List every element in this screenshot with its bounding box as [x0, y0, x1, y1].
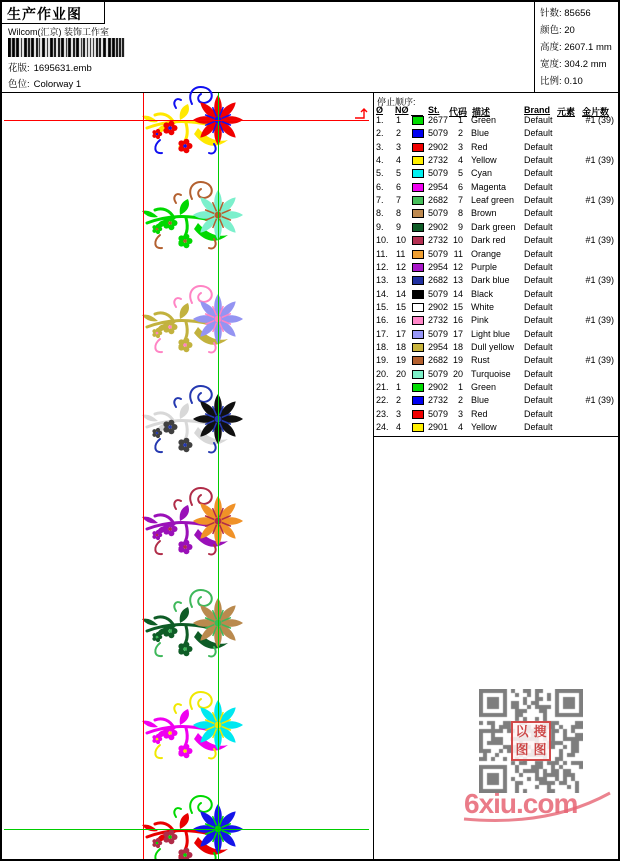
- needle-number: 4: [396, 422, 402, 433]
- color-code: 5: [457, 168, 463, 179]
- stop-number: 24.: [376, 422, 389, 433]
- color-description: Magenta: [471, 181, 507, 192]
- needle-number: 14: [396, 288, 407, 299]
- thread-brand: Default: [524, 195, 553, 206]
- table-row: [373, 288, 620, 301]
- color-code: 4: [457, 422, 463, 433]
- thread-brand: Default: [524, 141, 553, 152]
- color-description: Black: [471, 288, 494, 299]
- stitch-count: 2954: [428, 261, 449, 272]
- color-code: 1: [457, 115, 463, 125]
- table-row: [373, 167, 620, 180]
- color-swatch: [412, 129, 424, 138]
- stitch-count: 5079: [428, 368, 449, 379]
- sequin-count: #1 (39): [585, 235, 614, 246]
- embroidery-motif: [140, 177, 248, 255]
- color-description: Green: [471, 115, 497, 125]
- color-description: Light blue: [471, 328, 511, 339]
- thread-brand: Default: [524, 275, 553, 286]
- stop-number: 2.: [376, 128, 384, 139]
- thread-brand: Default: [524, 208, 553, 219]
- needle-number: 16: [396, 315, 407, 326]
- embroidery-motif: [140, 381, 248, 459]
- stat-line: 高度: 2607.1 mm: [540, 42, 612, 53]
- color-description: Rust: [471, 355, 490, 366]
- needle-number: 5: [396, 168, 402, 179]
- seal-character: 以: [515, 724, 529, 739]
- needle-number: 1: [396, 382, 402, 392]
- color-swatch: [412, 330, 424, 339]
- color-description: Yellow: [471, 155, 497, 166]
- stitch-count: 2954: [428, 341, 449, 352]
- sequin-count: #1 (39): [585, 315, 614, 326]
- table-row: [373, 421, 620, 434]
- stitch-count: 5079: [428, 168, 449, 179]
- color-swatch: [412, 183, 424, 192]
- color-description: Blue: [471, 395, 490, 406]
- color-code: 3: [457, 408, 463, 419]
- stop-sequence-title: 停止顺序:: [377, 97, 416, 107]
- seal-character: 图: [515, 742, 529, 757]
- sequin-count: #1 (39): [585, 155, 614, 166]
- stitch-count: 5079: [428, 128, 449, 139]
- color-swatch: [412, 250, 424, 259]
- thread-brand: Default: [524, 288, 553, 299]
- thread-brand: Default: [524, 382, 553, 392]
- colorway: [8, 76, 81, 90]
- color-swatch: [412, 236, 424, 245]
- color-swatch: [412, 316, 424, 325]
- seal-character: 图: [533, 742, 547, 757]
- design-stats: [540, 5, 612, 90]
- stat-line: 比例: 0.10: [540, 76, 583, 87]
- needle-number: 8: [396, 208, 402, 219]
- color-description: Leaf green: [471, 195, 515, 206]
- embroidery-motif: [140, 281, 248, 359]
- color-description: White: [471, 301, 495, 312]
- color-code: 17: [452, 328, 463, 339]
- needle-number: 4: [396, 155, 402, 166]
- column-header: St.: [428, 105, 440, 115]
- stitch-count: 5079: [428, 248, 449, 259]
- color-description: Dark blue: [471, 275, 510, 286]
- color-description: Brown: [471, 208, 497, 219]
- thread-brand: Default: [524, 181, 553, 192]
- stop-number: 6.: [376, 181, 384, 192]
- table-row: [373, 114, 620, 127]
- pattern-label: 花版:: [8, 63, 30, 74]
- header-separator: [2, 92, 618, 93]
- stitch-count: 2732: [428, 315, 449, 326]
- needle-number: 1: [396, 115, 402, 125]
- color-description: Blue: [471, 128, 490, 139]
- color-swatch: [412, 209, 424, 218]
- thread-brand: Default: [524, 355, 553, 366]
- stitch-count: 2902: [428, 221, 449, 232]
- needle-number: 18: [396, 341, 407, 352]
- table-row: [373, 301, 620, 314]
- start-guide-vertical: [143, 93, 144, 861]
- table-row: [373, 328, 620, 341]
- color-code: 20: [452, 368, 463, 379]
- column-header: 代码: [449, 107, 468, 117]
- column-header: 金片数: [582, 107, 610, 117]
- stop-number: 22.: [376, 395, 389, 406]
- color-code: 2: [457, 395, 463, 406]
- color-description: Green: [471, 382, 497, 392]
- needle-number: 11: [396, 248, 406, 259]
- thread-brand: Default: [524, 261, 553, 272]
- thread-brand: Default: [524, 248, 553, 259]
- stat-line: 颜色: 20: [540, 25, 575, 36]
- embroidery-motif: [140, 585, 248, 663]
- color-swatch: [412, 276, 424, 285]
- table-row: [373, 261, 620, 274]
- color-swatch: [412, 196, 424, 205]
- needle-number: 6: [396, 181, 402, 192]
- stop-number: 21.: [376, 382, 389, 392]
- table-row: [373, 314, 620, 327]
- sequin-count: #1 (39): [585, 275, 614, 286]
- stop-number: 17.: [376, 328, 389, 339]
- thread-brand: Default: [524, 221, 553, 232]
- needle-number: 2: [396, 128, 402, 139]
- color-code: 2: [457, 128, 463, 139]
- stitch-count: 2902: [428, 141, 449, 152]
- stitch-count: 2901: [428, 422, 449, 433]
- page-title: 生产作业图: [2, 2, 105, 24]
- table-row: [373, 141, 620, 154]
- column-header: Ø: [376, 105, 384, 115]
- stop-number: 5.: [376, 168, 384, 179]
- table-row: [373, 234, 620, 247]
- color-code: 1: [457, 382, 463, 392]
- needle-number: 19: [396, 355, 407, 366]
- color-description: Yellow: [471, 422, 497, 433]
- stats-divider: [534, 2, 535, 93]
- thread-brand: Default: [524, 422, 553, 433]
- stop-number: 8.: [376, 208, 384, 219]
- color-description: Dark red: [471, 235, 506, 246]
- needle-number: 3: [396, 141, 402, 152]
- color-swatch: [412, 370, 424, 379]
- colorway-label: 色位:: [8, 79, 30, 90]
- table-row: [373, 181, 620, 194]
- stitch-count: 2682: [428, 355, 449, 366]
- color-code: 4: [457, 155, 463, 166]
- studio-name: Wilcom(汇京) 装饰工作室: [8, 27, 109, 37]
- table-row: [373, 368, 620, 381]
- color-swatch: [412, 223, 424, 232]
- table-row: [373, 274, 620, 287]
- stitch-count: 5079: [428, 408, 449, 419]
- needle-number: 9: [396, 221, 402, 232]
- needle-number: 2: [396, 395, 402, 406]
- table-row: [373, 194, 620, 207]
- embroidery-motif: [140, 687, 248, 765]
- stop-number: 7.: [376, 195, 384, 206]
- thread-brand: Default: [524, 328, 553, 339]
- thread-brand: Default: [524, 368, 553, 379]
- color-code: 8: [457, 208, 463, 219]
- embroidery-motif: [140, 483, 248, 561]
- table-row: [373, 381, 620, 394]
- color-swatch: [412, 396, 424, 405]
- embroidery-motif: [140, 791, 248, 861]
- needle-number: 15: [396, 301, 407, 312]
- stitch-count: 5079: [428, 288, 449, 299]
- stop-number: 14.: [376, 288, 389, 299]
- stop-number: 11.: [376, 248, 388, 259]
- color-description: Cyan: [471, 168, 493, 179]
- color-swatch: [412, 290, 424, 299]
- thread-brand: Default: [524, 341, 553, 352]
- stitch-count: 5079: [428, 208, 449, 219]
- table-bottom-border: [374, 436, 618, 437]
- site-url: 6xiu.com: [464, 788, 578, 819]
- stat-line: 宽度: 304.2 mm: [540, 59, 607, 70]
- thread-brand: Default: [524, 408, 553, 419]
- needle-number: 13: [396, 275, 407, 286]
- start-marker-icon: [354, 108, 368, 120]
- color-description: Dark green: [471, 221, 516, 232]
- barcode: [8, 38, 126, 57]
- stop-number: 16.: [376, 315, 389, 326]
- column-header: Brand: [524, 105, 551, 115]
- color-code: 19: [452, 355, 463, 366]
- table-row: [373, 207, 620, 220]
- needle-number: 20: [396, 368, 407, 379]
- color-swatch: [412, 143, 424, 152]
- color-code: 10: [452, 235, 463, 246]
- stop-number: 10.: [376, 235, 389, 246]
- stop-number: 18.: [376, 341, 389, 352]
- table-row: [373, 354, 620, 367]
- stitch-count: 2732: [428, 235, 449, 246]
- thread-brand: Default: [524, 315, 553, 326]
- color-code: 15: [452, 301, 463, 312]
- table-row: [373, 248, 620, 261]
- stop-number: 9.: [376, 221, 384, 232]
- color-swatch: [412, 303, 424, 312]
- table-row: [373, 341, 620, 354]
- stop-number: 19.: [376, 355, 389, 366]
- search-by-image-seal: [511, 721, 551, 761]
- stop-number: 1.: [376, 115, 384, 125]
- color-swatch: [412, 156, 424, 165]
- color-description: Purple: [471, 261, 498, 272]
- thread-brand: Default: [524, 115, 553, 125]
- needle-number: 12: [396, 261, 407, 272]
- table-row: [373, 394, 620, 407]
- color-swatch: [412, 423, 424, 432]
- color-code: 9: [457, 221, 463, 232]
- stat-line: 针数: 85656: [540, 8, 591, 19]
- stitch-count: 2732: [428, 395, 449, 406]
- color-code: 13: [452, 275, 463, 286]
- color-code: 18: [452, 341, 463, 352]
- table-row: [373, 154, 620, 167]
- color-code: 14: [452, 288, 463, 299]
- column-header: 元素: [557, 107, 576, 117]
- color-code: 12: [452, 261, 463, 272]
- stop-number: 13.: [376, 275, 389, 286]
- color-code: 6: [457, 181, 463, 192]
- end-guide-horizontal: [4, 829, 369, 830]
- pattern-file: [8, 60, 92, 74]
- color-description: Red: [471, 141, 488, 152]
- thread-brand: Default: [524, 301, 553, 312]
- start-guide-horizontal: [4, 120, 369, 121]
- needle-number: 3: [396, 408, 402, 419]
- stop-number: 15.: [376, 301, 389, 312]
- sequin-count: #1 (39): [585, 395, 614, 406]
- color-swatch: [412, 169, 424, 178]
- sequin-count: #1 (39): [585, 115, 614, 125]
- stop-number: 23.: [376, 408, 389, 419]
- thread-brand: Default: [524, 395, 553, 406]
- stitch-count: 2682: [428, 195, 449, 206]
- stitch-count: 2902: [428, 301, 449, 312]
- thread-brand: Default: [524, 168, 553, 179]
- color-swatch: [412, 343, 424, 352]
- needle-number: 10: [396, 235, 407, 246]
- color-description: Turquoise: [471, 368, 511, 379]
- sequin-count: #1 (39): [585, 355, 614, 366]
- pattern-value: 1695631.emb: [33, 63, 92, 74]
- stitch-count: 5079: [428, 328, 449, 339]
- table-row: [373, 408, 620, 421]
- table-row: [373, 127, 620, 140]
- stop-number: 4.: [376, 155, 384, 166]
- color-swatch: [412, 263, 424, 272]
- stitch-count: 2902: [428, 382, 449, 392]
- color-description: Orange: [471, 248, 502, 259]
- color-description: Red: [471, 408, 488, 419]
- color-description: Pink: [471, 315, 489, 326]
- needle-number: 7: [396, 195, 402, 206]
- color-swatch: [412, 410, 424, 419]
- thread-brand: Default: [524, 235, 553, 246]
- needle-number: 17: [396, 328, 407, 339]
- color-swatch: [412, 356, 424, 365]
- color-swatch: [412, 383, 424, 392]
- end-guide-vertical: [218, 93, 219, 861]
- color-code: 16: [452, 315, 463, 326]
- thread-brand: Default: [524, 155, 553, 166]
- colorway-value: Colorway 1: [33, 79, 82, 90]
- color-code: 7: [457, 195, 463, 206]
- seal-character: 搜: [533, 724, 547, 739]
- site-watermark: [460, 786, 620, 826]
- column-header: NØ: [395, 105, 409, 115]
- stop-number: 3.: [376, 141, 384, 152]
- thread-brand: Default: [524, 128, 553, 139]
- table-row: [373, 221, 620, 234]
- color-swatch: [412, 116, 424, 125]
- column-header: 描述: [472, 107, 491, 117]
- stop-number: 12.: [376, 261, 389, 272]
- stitch-count: 2954: [428, 181, 449, 192]
- embroidery-motif: [140, 82, 248, 160]
- sequin-count: #1 (39): [585, 195, 614, 206]
- color-code: 3: [457, 141, 463, 152]
- color-code: 11: [453, 248, 463, 259]
- stitch-count: 2732: [428, 155, 449, 166]
- stop-number: 20.: [376, 368, 389, 379]
- stitch-count: 2677: [428, 115, 449, 125]
- color-description: Dull yellow: [471, 341, 515, 352]
- stitch-count: 2682: [428, 275, 449, 286]
